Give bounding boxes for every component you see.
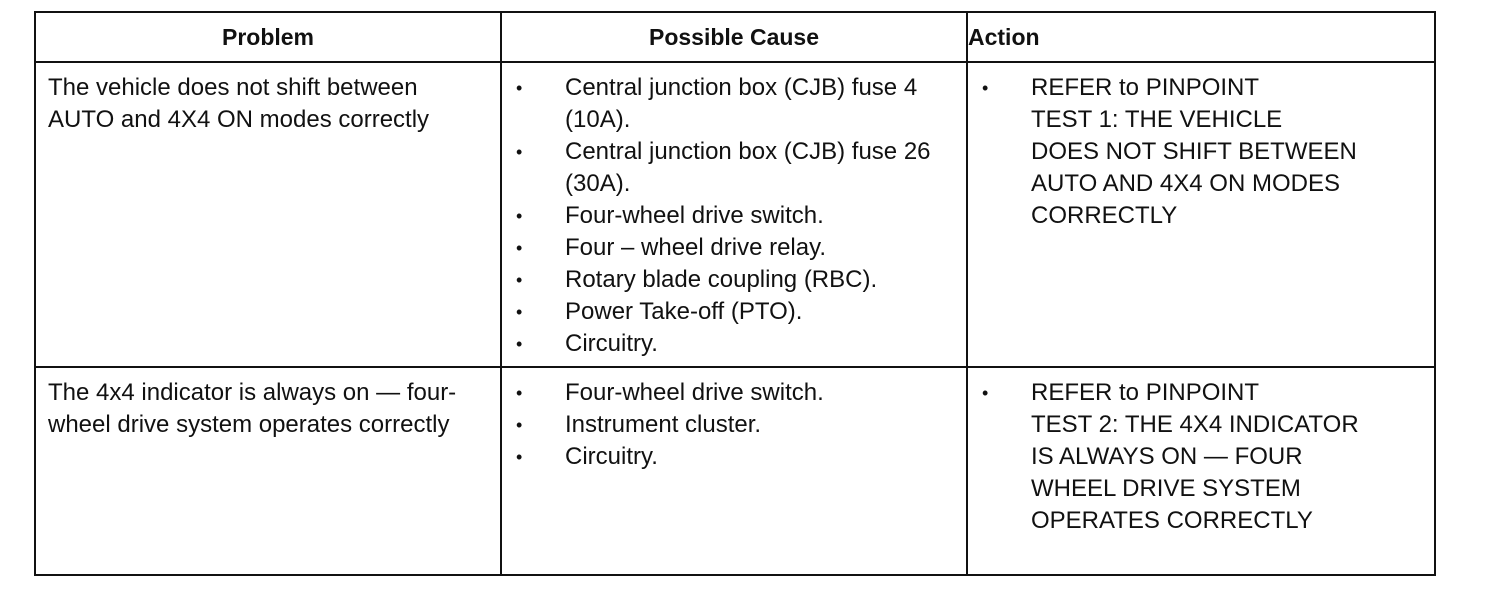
diagnosis-table xyxy=(34,11,1436,576)
cause-text: Circuitry. xyxy=(565,443,658,470)
action-line: WHEEL DRIVE SYSTEM xyxy=(1031,475,1301,502)
header-problem: Problem xyxy=(35,12,501,62)
problem-text: The 4x4 indicator is always on — four-wheel drive system operates correctly xyxy=(48,379,457,438)
problem-text: The vehicle does not shift between AUTO and 4X4 ON modes correctly xyxy=(48,74,430,133)
cause-text: Circuitry. xyxy=(565,330,658,357)
table-row xyxy=(35,367,1435,575)
action-text xyxy=(968,63,1434,232)
bullet-icon: • xyxy=(982,383,989,403)
action-line: TEST 1: THE VEHICLE xyxy=(1031,106,1283,133)
action-text xyxy=(968,368,1434,537)
problem-cell xyxy=(35,367,501,575)
cause-text: Four – wheel drive relay. xyxy=(565,234,826,261)
cause-text: Power Take-off (PTO). xyxy=(565,298,803,325)
action-line: REFER to PINPOINT xyxy=(1031,74,1260,101)
bullet-icon: • xyxy=(982,78,989,98)
bullet-icon: • xyxy=(516,238,523,258)
header-row xyxy=(35,12,1435,62)
header-possible-cause: Possible Cause xyxy=(501,12,967,62)
cause-text: Four-wheel drive switch. xyxy=(565,379,824,406)
list-item xyxy=(502,232,966,264)
list-item xyxy=(502,136,966,200)
action-cell xyxy=(967,62,1435,367)
cause-cell xyxy=(501,62,967,367)
bullet-icon: • xyxy=(516,383,523,403)
header-action: Action xyxy=(967,12,1435,62)
cause-text: Four-wheel drive switch. xyxy=(565,202,824,229)
bullet-icon: • xyxy=(516,415,523,435)
bullet-icon: • xyxy=(516,334,523,354)
cause-text: Central junction box (CJB) fuse 26 (30A). xyxy=(565,138,931,197)
bullet-icon: • xyxy=(516,302,523,322)
action-line: CORRECTLY xyxy=(1031,202,1178,229)
problem-cell xyxy=(35,62,501,367)
list-item xyxy=(502,72,966,136)
action-line: AUTO AND 4X4 ON MODES xyxy=(1031,170,1340,197)
action-line: OPERATES CORRECTLY xyxy=(1031,507,1313,534)
list-item xyxy=(502,328,966,360)
list-item xyxy=(502,200,966,232)
cause-text: Instrument cluster. xyxy=(565,411,762,438)
bullet-icon: • xyxy=(516,142,523,162)
action-line: DOES NOT SHIFT BETWEEN xyxy=(1031,138,1357,165)
action-line: REFER to PINPOINT xyxy=(1031,379,1260,406)
cause-list xyxy=(502,368,966,473)
table-row xyxy=(35,62,1435,367)
list-item xyxy=(502,296,966,328)
action-line: IS ALWAYS ON — FOUR xyxy=(1031,443,1303,470)
list-item xyxy=(502,441,966,473)
list-item xyxy=(502,264,966,296)
action-line: TEST 2: THE 4X4 INDICATOR xyxy=(1031,411,1359,438)
bullet-icon: • xyxy=(516,270,523,290)
bullet-icon: • xyxy=(516,447,523,467)
cause-text: Central junction box (CJB) fuse 4 (10A). xyxy=(565,74,918,133)
list-item xyxy=(502,377,966,409)
list-item xyxy=(502,409,966,441)
cause-cell xyxy=(501,367,967,575)
action-cell xyxy=(967,367,1435,575)
bullet-icon: • xyxy=(516,206,523,226)
cause-list xyxy=(502,63,966,360)
cause-text: Rotary blade coupling (RBC). xyxy=(565,266,878,293)
bullet-icon: • xyxy=(516,78,523,98)
